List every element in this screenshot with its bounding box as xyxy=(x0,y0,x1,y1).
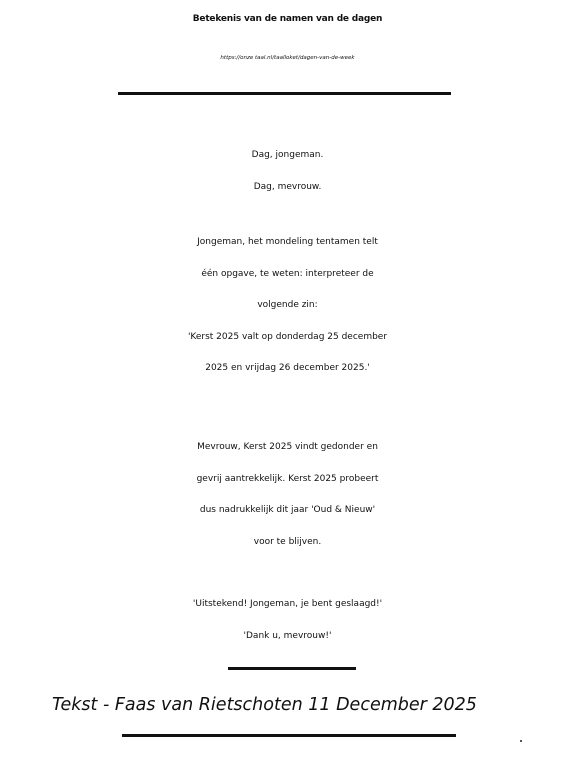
greeting-paragraph xyxy=(0,140,575,203)
text-line: Dag, mevrouw. xyxy=(253,181,322,192)
text-line: Jongeman, het mondeling tentamen telt xyxy=(197,237,378,247)
text-line: Dag, jongeman. xyxy=(251,150,324,160)
closing-paragraph xyxy=(0,589,575,652)
text-line: één opgave, te weten: interpreteer de xyxy=(201,268,374,279)
text-line: dus nadrukkelijk dit jaar 'Oud & Nieuw' xyxy=(199,505,376,515)
page-title: Betekenis van de namen van de dagen xyxy=(192,14,383,24)
divider-middle xyxy=(228,667,356,670)
divider-top xyxy=(118,92,451,95)
stray-dot xyxy=(520,740,522,742)
divider-bottom xyxy=(122,734,456,737)
text-line: 'Uitstekend! Jongeman, je bent geslaagd!' xyxy=(192,599,383,609)
text-line: voor te blijven. xyxy=(253,536,322,547)
source-url: https://onze taal.nl/taalloket/dagen-van-de-week xyxy=(220,55,355,61)
text-line: volgende zin: xyxy=(257,300,318,310)
question-paragraph xyxy=(0,227,575,385)
text-line: 2025 en vrijdag 26 december 2025.' xyxy=(205,363,370,373)
text-line: 'Dank u, mevrouw!' xyxy=(243,630,332,641)
text-line: Mevrouw, Kerst 2025 vindt gedonder en xyxy=(197,442,378,452)
footer-credit: Tekst - Faas van Rietschoten 11 December 2025 xyxy=(52,695,477,715)
text-line: gevrij aantrekkelijk. Kerst 2025 probeert xyxy=(196,473,379,484)
answer-paragraph xyxy=(0,432,575,558)
text-line: 'Kerst 2025 valt op donderdag 25 december xyxy=(187,331,388,342)
